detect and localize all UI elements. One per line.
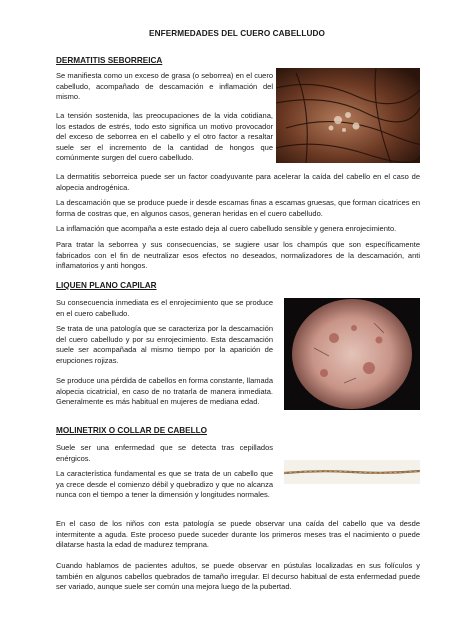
paragraph: La inflamación que acompaña a este estado deja al cuero cabelludo sensible y genera enrojecimiento. [56, 224, 397, 233]
paragraph: Se trata de una patología que se caracteriza por la descamación del cuero cabelludo y por su enrojecimiento. Esta descamación suele ser acompañada al mismo tiempo por la aparición de erupciones rojizas. [56, 324, 273, 365]
section-heading-dermatitis: DERMATITIS SEBORREICA [56, 56, 163, 65]
section-heading-molinetrix: MOLINETRIX O COLLAR DE CABELLO [56, 426, 208, 435]
section-heading-liquen: LIQUEN PLANO CAPILAR [56, 281, 157, 290]
paragraph: Se produce una pérdida de cabellos en forma constante, llamada alopecia cicatricial, en caso de no tratarla de manera inmediata. Generalmente es más habitual en mujeres de mediana edad. [56, 376, 273, 407]
paragraph: La descamación que se produce puede ir desde escamas finas a escamas gruesas, que forman cicatrices en forma de costras que, en algunos casos, generan heridas en el cuero cabelludo. [56, 198, 420, 218]
paragraph: Se manifiesta como un exceso de grasa (o seborrea) en el cuero cabelludo, acompañado de descamación e inflamación del mismo. [56, 71, 273, 102]
paragraph: La dermatitis seborreica puede ser un factor coadyuvante para acelerar la caída del cabello en el caso de alopecia androgénica. [56, 172, 420, 192]
paragraph: Su consecuencia inmediata es el enrojecimiento que se produce en el cuero cabelludo. [56, 298, 273, 318]
paragraph: La característica fundamental es que se trata de un cabello que ya crece desde el comienzo débil y quebradizo y que no alcanza nunca con el tiempo a tener la dimensión y longitudes normales. [56, 469, 273, 500]
scalp-dermatitis-image [276, 68, 420, 163]
liquen-dermoscopy-image [284, 298, 420, 410]
paragraph: En el caso de los niños con esta patología se puede observar una caída del cabello que va desde intermitente a aguda. Este proceso puede suceder durante los primeros meses tras el nacimiento o puede dilatarse hasta la edad de madurez temprana. [56, 519, 420, 550]
paragraph: Para tratar la seborrea y sus consecuencias, se sugiere usar los champús que son específicamente fabricados con el fin de neutralizar esos efectos no deseados, normalizadores de la descamación, anti inflamatorios y anti hongos. [56, 240, 420, 271]
hair-strand-image [284, 460, 420, 484]
paragraph: Suele ser una enfermedad que se detecta tras cepillados enérgicos. [56, 443, 273, 463]
paragraph: La tensión sostenida, las preocupaciones de la vida cotidiana, los estados de estrés, todo esto significa un motivo provocador del exceso de seborrea en el cabello y el otro factor a resaltar suele ser el incremento de la cantidad de hongos que comúnmente surgen del cuero cabelludo. [56, 111, 273, 163]
page-title: ENFERMEDADES DEL CUERO CABELLUDO [149, 29, 325, 38]
paragraph: Cuando hablamos de pacientes adultos, se puede observar en pústulas localizadas en sus folículos y también en algunos cabellos quebrados de tamaño irregular. El decurso habitual de esta enfermedad puede ser variado, aunque suele ser común una mejora luego de la pubertad. [56, 561, 420, 592]
